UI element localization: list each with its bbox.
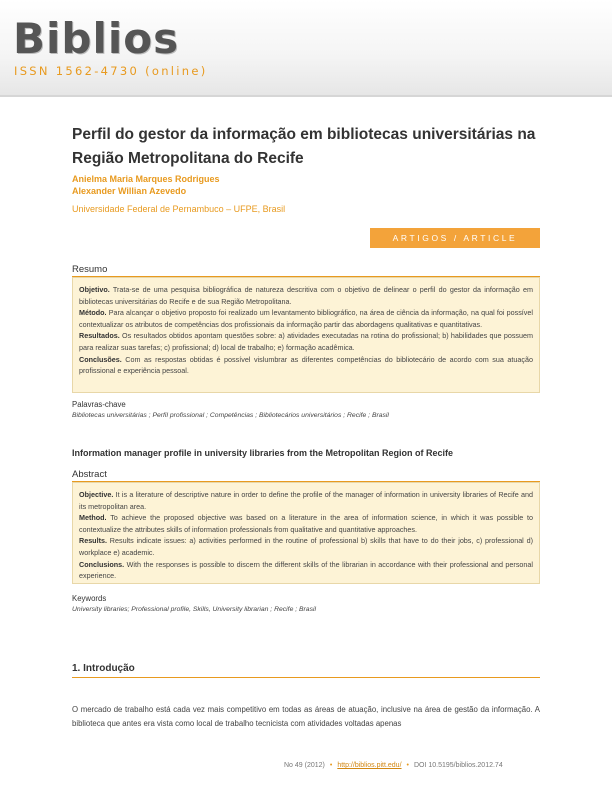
resumo-label: Objetivo. (79, 285, 110, 294)
resumo-text: Trata-se de uma pesquisa bibliográfica de natureza descritiva com o objetivo de delinear o perfil do gestor da informação em bibliotecas universitárias do Recife e de sua Região Metropolitana. (79, 285, 533, 306)
resumo-text: Para alcançar o objetivo proposto foi realizado um levantamento bibliográfico, na área de ciência da informação, na qual foi possível contextualizar os atributos de competências dos profissionais da informação partir das abordagens qualitativas e quantitativas. (79, 308, 533, 329)
journal-header (0, 0, 612, 98)
abstract-text: With the responses is possible to discern the different skills of the librarian in accordance with their professional and personal experience. (79, 559, 533, 581)
issn-label: ISSN 1562-4730 (online) (14, 64, 208, 78)
keywords-en-list: University libraries; Professional profile, Skills, University librarian ; Recife ; Brasil (72, 606, 317, 613)
section-tag: ARTIGOS / ARTICLE (370, 228, 540, 248)
author-list (72, 173, 220, 197)
abstract-text: To achieve the proposed objective was based on a literature in the area of information science, in which it was possible to contextualize the attributes skills of information professionals from qualitative and quantitative approaches. (79, 513, 533, 534)
english-title: Information manager profile in university libraries from the Metropolitan Region of Recife (72, 448, 454, 458)
abstract-label: Method. (79, 513, 107, 523)
abstract-paragraph (79, 512, 533, 535)
resumo-paragraph (79, 354, 533, 377)
affiliation: Universidade Federal de Pernambuco – UFPE, Brasil (72, 204, 286, 214)
page-footer (284, 762, 503, 769)
abstract-paragraph (79, 535, 533, 558)
resumo-label: Método. (79, 308, 107, 318)
author-name: Anielma Maria Marques Rodrigues (72, 174, 220, 184)
journal-url-link[interactable]: http://biblios.pitt.edu/ (337, 762, 402, 769)
keywords-label: Palavras-chave (72, 400, 126, 409)
abstract-paragraph (79, 489, 533, 512)
header-divider (0, 95, 612, 97)
resumo-label: Resultados. (79, 331, 120, 341)
abstract-paragraph (79, 559, 533, 582)
intro-heading: 1. Introdução (72, 663, 135, 674)
intro-paragraph: O mercado de trabalho está cada vez mais competitivo em todas as áreas de atuação, inclusive na área de gestão da informação. A biblioteca que antes era vista como local de trabalho tecnicista com atividades voltadas apenas (72, 705, 540, 728)
abstract-label: Results. (79, 536, 107, 546)
issue-number: No 49 (2012) (284, 762, 325, 769)
author-name: Alexander Willian Azevedo (72, 186, 187, 196)
bullet-icon: • (329, 762, 333, 769)
article-title: Perfil do gestor da informação em bibliotecas universitárias na Região Metropolitana do Recife (72, 126, 536, 167)
resumo-heading: Resumo (72, 264, 108, 275)
abstract-box (72, 482, 540, 584)
resumo-paragraph (79, 330, 533, 353)
resumo-text: Com as respostas obtidas é possível vislumbrar as diferentes competências do bibliotecário de acordo com sua atuação profissional e experiência pessoal. (79, 354, 533, 376)
journal-logo: Biblios (13, 14, 180, 63)
keywords-en-label: Keywords (72, 594, 107, 603)
resumo-label: Conclusões. (79, 354, 122, 364)
abstract-label: Conclusions. (79, 559, 125, 569)
abstract-heading: Abstract (72, 469, 107, 480)
abstract-text: Results indicate issues: a) activities performed in the routine of professional b) skills that have to do their jobs, c) professional d) workplace e) academic. (79, 536, 533, 557)
keywords-list: Bibliotecas universitárias ; Perfil profissional ; Competências ; Bibliotecários universitários ; Recife ; Brasil (72, 412, 389, 419)
doi-label: DOI 10.5195/biblios.2012.74 (413, 762, 503, 769)
resumo-paragraph (79, 307, 533, 330)
abstract-text: It is a literature of descriptive nature in order to define the profile of the manager of information in university libraries of Recife and its metropolitan area. (79, 490, 533, 511)
resumo-text: Os resultados obtidos apontam questões sobre: a) atividades executadas na rotina do profissional; b) habilidades que possuem para realizar suas tarefas; c) profissional; d) local de trabalho; e) formação acadêmica. (79, 331, 533, 352)
abstract-label: Objective. (79, 490, 114, 499)
resumo-paragraph (79, 284, 533, 307)
bullet-icon: • (406, 762, 409, 769)
resumo-box (72, 277, 540, 393)
intro-divider (72, 677, 540, 678)
